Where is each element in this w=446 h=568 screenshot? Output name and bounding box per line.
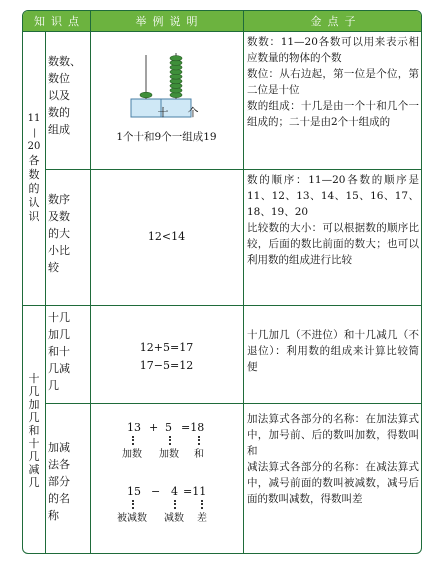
- label-minuend: 被减数: [117, 513, 147, 524]
- subtopic-order-compare: 数序 及数 的大 小比 较: [48, 193, 70, 274]
- addend-2: 5: [165, 421, 172, 434]
- example-add-sub-teens: [90, 339, 243, 375]
- dotted-pointer: [201, 500, 205, 509]
- tips-counting: 数数：11—20各数可以用来表示相应数量的物体的个数 数位：从右边起，第一位是个位，第二位是十位 数的组成：十几是由一个十和几个一组成的；二十是由2个十组成的: [247, 36, 419, 128]
- dotted-pointer: [174, 500, 178, 509]
- label-addend-2: 加数: [159, 449, 179, 460]
- subtopic-counting: 数数、 数位 以及 数的 组成: [48, 55, 81, 136]
- label-subtrahend: 减数: [164, 513, 184, 524]
- section-title-add-sub: 十 几 加 几 和 十 几 减 几: [28, 371, 40, 489]
- header-examples: 举例说明: [90, 11, 243, 31]
- tips-part-names: 加法算式各部分的名称：在加法算式中，加号前、后的数叫加数，得数叫和 减法算式各部分的名称：在减法算式中，减号前面的数叫被减数，减号后面的数叫减数，得数叫差: [247, 413, 419, 505]
- ones-bead: [170, 56, 182, 61]
- plus-sign: +: [149, 421, 159, 434]
- dotted-pointer: [198, 436, 202, 445]
- dotted-pointer: [132, 500, 136, 509]
- subtopic-part-names: 加减 法各 部分 的名 称: [48, 441, 70, 522]
- header-tips: 金点子: [243, 11, 422, 31]
- difference: =11: [183, 485, 207, 498]
- tips-add-sub-teens: 十几加几（不进位）和十几减几（不退位）：利用数的组成来计算比较简便: [247, 329, 419, 373]
- example-compare: 12<14: [147, 230, 186, 243]
- section-title-11-20: 11 — 20 各 数 的 认 识: [27, 113, 41, 223]
- sum: =18: [181, 421, 205, 434]
- label-difference: 差: [197, 513, 207, 524]
- abacus-ones-label: 个: [187, 106, 199, 119]
- label-addend-1: 加数: [122, 449, 142, 460]
- header-knowledge-point: 知识点: [23, 11, 90, 31]
- abacus-caption: 1个十和9个一组成19: [116, 131, 217, 143]
- knowledge-table: [22, 10, 422, 554]
- subtopic-add-sub-teens: 十几 加几 和十 几减 几: [48, 311, 70, 392]
- minus-sign: −: [151, 485, 161, 498]
- tips-order-compare: 数的顺序：11—20各数的顺序是11、12、13、14、15、16、17、18、19、20 比较数的大小：可以根据数的顺序比较，后面的数比前面的数大；也可以利用数的组成进行比较: [247, 174, 419, 266]
- minuend: 15: [127, 485, 141, 498]
- example-addition: 12+5=17: [139, 341, 194, 354]
- subtrahend: 4: [171, 485, 178, 498]
- addend-1: 13: [127, 421, 141, 434]
- label-sum: 和: [194, 449, 204, 460]
- dotted-pointer: [132, 436, 136, 445]
- example-subtraction: 17−5=12: [139, 359, 194, 372]
- dotted-pointer: [169, 436, 173, 445]
- ones-beads: [170, 56, 182, 98]
- tens-bead: [140, 92, 152, 98]
- abacus-tens-label: 十: [157, 106, 169, 119]
